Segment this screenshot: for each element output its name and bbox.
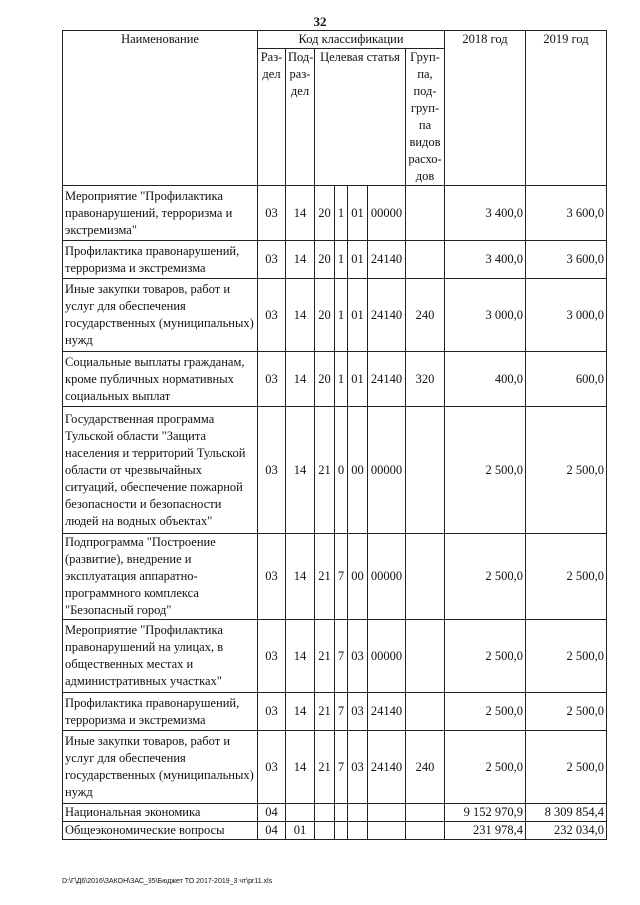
- cell-name: Общеэкономические вопросы: [63, 822, 258, 840]
- cell-2018: 2 500,0: [445, 407, 526, 534]
- cell-2019: 2 500,0: [526, 407, 607, 534]
- cell-2019: 8 309 854,4: [526, 804, 607, 822]
- cell-2018: 3 400,0: [445, 186, 526, 241]
- header-2018: 2018 год: [445, 31, 526, 186]
- header-name: Наименование: [63, 31, 258, 186]
- cell-target-direction: 24140: [368, 241, 406, 279]
- cell-subsection: 14: [286, 352, 315, 407]
- cell-target-direction: 00000: [368, 534, 406, 620]
- cell-group: [406, 804, 445, 822]
- cell-name: Мероприятие "Профилактика правонарушений на улицах, в общественных местах и административных участках": [63, 620, 258, 693]
- cell-subsection: 14: [286, 693, 315, 731]
- table-row: [63, 693, 607, 731]
- cell-2018: 2 500,0: [445, 731, 526, 804]
- cell-target-subprogram: 1: [335, 241, 348, 279]
- cell-group: [406, 241, 445, 279]
- cell-group: 240: [406, 731, 445, 804]
- cell-name: Профилактика правонарушений, терроризма и экстремизма: [63, 693, 258, 731]
- cell-target-event: 00: [348, 534, 368, 620]
- cell-target-subprogram: 7: [335, 620, 348, 693]
- cell-name: Социальные выплаты гражданам, кроме публичных нормативных социальных выплат: [63, 352, 258, 407]
- cell-target-subprogram: 7: [335, 731, 348, 804]
- cell-2018: 2 500,0: [445, 620, 526, 693]
- cell-2018: 2 500,0: [445, 534, 526, 620]
- cell-section: 03: [258, 534, 286, 620]
- cell-subsection: 14: [286, 731, 315, 804]
- table-row: [63, 279, 607, 352]
- cell-target-event: 03: [348, 620, 368, 693]
- table-row: [63, 352, 607, 407]
- table-row: [63, 804, 607, 822]
- cell-target-program: [315, 822, 335, 840]
- cell-target-program: 21: [315, 693, 335, 731]
- cell-group: [406, 693, 445, 731]
- cell-subsection: 01: [286, 822, 315, 840]
- cell-target-subprogram: [335, 804, 348, 822]
- cell-group: [406, 186, 445, 241]
- cell-2019: 2 500,0: [526, 620, 607, 693]
- cell-target-direction: 00000: [368, 620, 406, 693]
- cell-subsection: 14: [286, 279, 315, 352]
- cell-2018: 3 400,0: [445, 241, 526, 279]
- cell-target-program: 21: [315, 620, 335, 693]
- cell-target-program: 20: [315, 241, 335, 279]
- cell-section: 03: [258, 352, 286, 407]
- cell-target-program: [315, 804, 335, 822]
- cell-2018: 400,0: [445, 352, 526, 407]
- cell-name: Иные закупки товаров, работ и услуг для обеспечения государственных (муниципальных) нужд: [63, 279, 258, 352]
- cell-target-subprogram: 0: [335, 407, 348, 534]
- cell-target-event: [348, 804, 368, 822]
- cell-target-event: 03: [348, 731, 368, 804]
- cell-2018: 3 000,0: [445, 279, 526, 352]
- cell-2019: 600,0: [526, 352, 607, 407]
- cell-name: Национальная экономика: [63, 804, 258, 822]
- cell-name: Мероприятие "Профилактика правонарушений, терроризма и экстремизма": [63, 186, 258, 241]
- cell-target-event: 01: [348, 241, 368, 279]
- cell-target-event: [348, 822, 368, 840]
- header-classification: Код классификации: [258, 31, 445, 49]
- cell-target-subprogram: 1: [335, 186, 348, 241]
- cell-group: 320: [406, 352, 445, 407]
- cell-target-event: 03: [348, 693, 368, 731]
- table-body: [63, 186, 607, 840]
- cell-2019: 3 000,0: [526, 279, 607, 352]
- cell-subsection: 14: [286, 186, 315, 241]
- cell-target-direction: 24140: [368, 352, 406, 407]
- table-row: [63, 620, 607, 693]
- cell-2019: 3 600,0: [526, 186, 607, 241]
- cell-subsection: 14: [286, 241, 315, 279]
- cell-2018: 231 978,4: [445, 822, 526, 840]
- cell-group: [406, 822, 445, 840]
- cell-target-direction: 24140: [368, 693, 406, 731]
- cell-target-program: 21: [315, 731, 335, 804]
- cell-target-program: 20: [315, 352, 335, 407]
- cell-2019: 2 500,0: [526, 693, 607, 731]
- cell-name: Подпрограмма "Построение (развитие), внедрение и эксплуатация аппаратно-программного комплекса "Безопасный город": [63, 534, 258, 620]
- cell-section: 04: [258, 822, 286, 840]
- header-section: Раз- дел: [258, 49, 286, 186]
- cell-target-event: 01: [348, 352, 368, 407]
- cell-section: 03: [258, 407, 286, 534]
- table-row: [63, 241, 607, 279]
- cell-section: 03: [258, 186, 286, 241]
- cell-2018: 9 152 970,9: [445, 804, 526, 822]
- header-2019: 2019 год: [526, 31, 607, 186]
- cell-2018: 2 500,0: [445, 693, 526, 731]
- cell-target-subprogram: 7: [335, 534, 348, 620]
- header-target: Целевая статья: [315, 49, 406, 186]
- cell-target-program: 20: [315, 186, 335, 241]
- cell-target-subprogram: 7: [335, 693, 348, 731]
- cell-group: 240: [406, 279, 445, 352]
- cell-name: Профилактика правонарушений, терроризма и экстремизма: [63, 241, 258, 279]
- table-row: [63, 407, 607, 534]
- cell-target-direction: 00000: [368, 186, 406, 241]
- cell-2019: 3 600,0: [526, 241, 607, 279]
- table-row: [63, 731, 607, 804]
- cell-2019: 232 034,0: [526, 822, 607, 840]
- cell-section: 03: [258, 241, 286, 279]
- cell-subsection: 14: [286, 620, 315, 693]
- cell-section: 03: [258, 693, 286, 731]
- table-row: [63, 186, 607, 241]
- cell-subsection: 14: [286, 407, 315, 534]
- cell-target-direction: 24140: [368, 731, 406, 804]
- cell-name: Иные закупки товаров, работ и услуг для обеспечения государственных (муниципальных) нужд: [63, 731, 258, 804]
- cell-section: 03: [258, 279, 286, 352]
- cell-subsection: [286, 804, 315, 822]
- cell-target-subprogram: [335, 822, 348, 840]
- cell-group: [406, 534, 445, 620]
- cell-name: Государственная программа Тульской области "Защита населения и территорий Тульской области от чрезвычайных ситуаций, обеспечение пожарной безопасности и безопасности людей на водных объектах": [63, 407, 258, 534]
- budget-table: [62, 30, 607, 840]
- cell-target-event: 00: [348, 407, 368, 534]
- cell-group: [406, 620, 445, 693]
- cell-target-program: 20: [315, 279, 335, 352]
- cell-target-direction: 24140: [368, 279, 406, 352]
- cell-target-direction: [368, 822, 406, 840]
- table-row: [63, 534, 607, 620]
- cell-section: 04: [258, 804, 286, 822]
- cell-target-event: 01: [348, 186, 368, 241]
- table-row: [63, 822, 607, 840]
- cell-section: 03: [258, 620, 286, 693]
- page-number: 32: [313, 14, 327, 29]
- cell-2019: 2 500,0: [526, 534, 607, 620]
- cell-target-direction: [368, 804, 406, 822]
- cell-subsection: 14: [286, 534, 315, 620]
- header-group: Груп- па, под- груп- па видов расхо- дов: [406, 49, 445, 186]
- cell-group: [406, 407, 445, 534]
- cell-target-program: 21: [315, 407, 335, 534]
- cell-target-subprogram: 1: [335, 279, 348, 352]
- cell-2019: 2 500,0: [526, 731, 607, 804]
- cell-section: 03: [258, 731, 286, 804]
- cell-target-subprogram: 1: [335, 352, 348, 407]
- cell-target-direction: 00000: [368, 407, 406, 534]
- file-path-footer: D:\Г\Д6\2016\ЗАКОН\ЗАС_35\Бюджет ТО 2017-2019_3 чт\pr11.xls: [62, 878, 273, 885]
- cell-target-program: 21: [315, 534, 335, 620]
- header-subsection: Под- раз- дел: [286, 49, 315, 186]
- cell-target-event: 01: [348, 279, 368, 352]
